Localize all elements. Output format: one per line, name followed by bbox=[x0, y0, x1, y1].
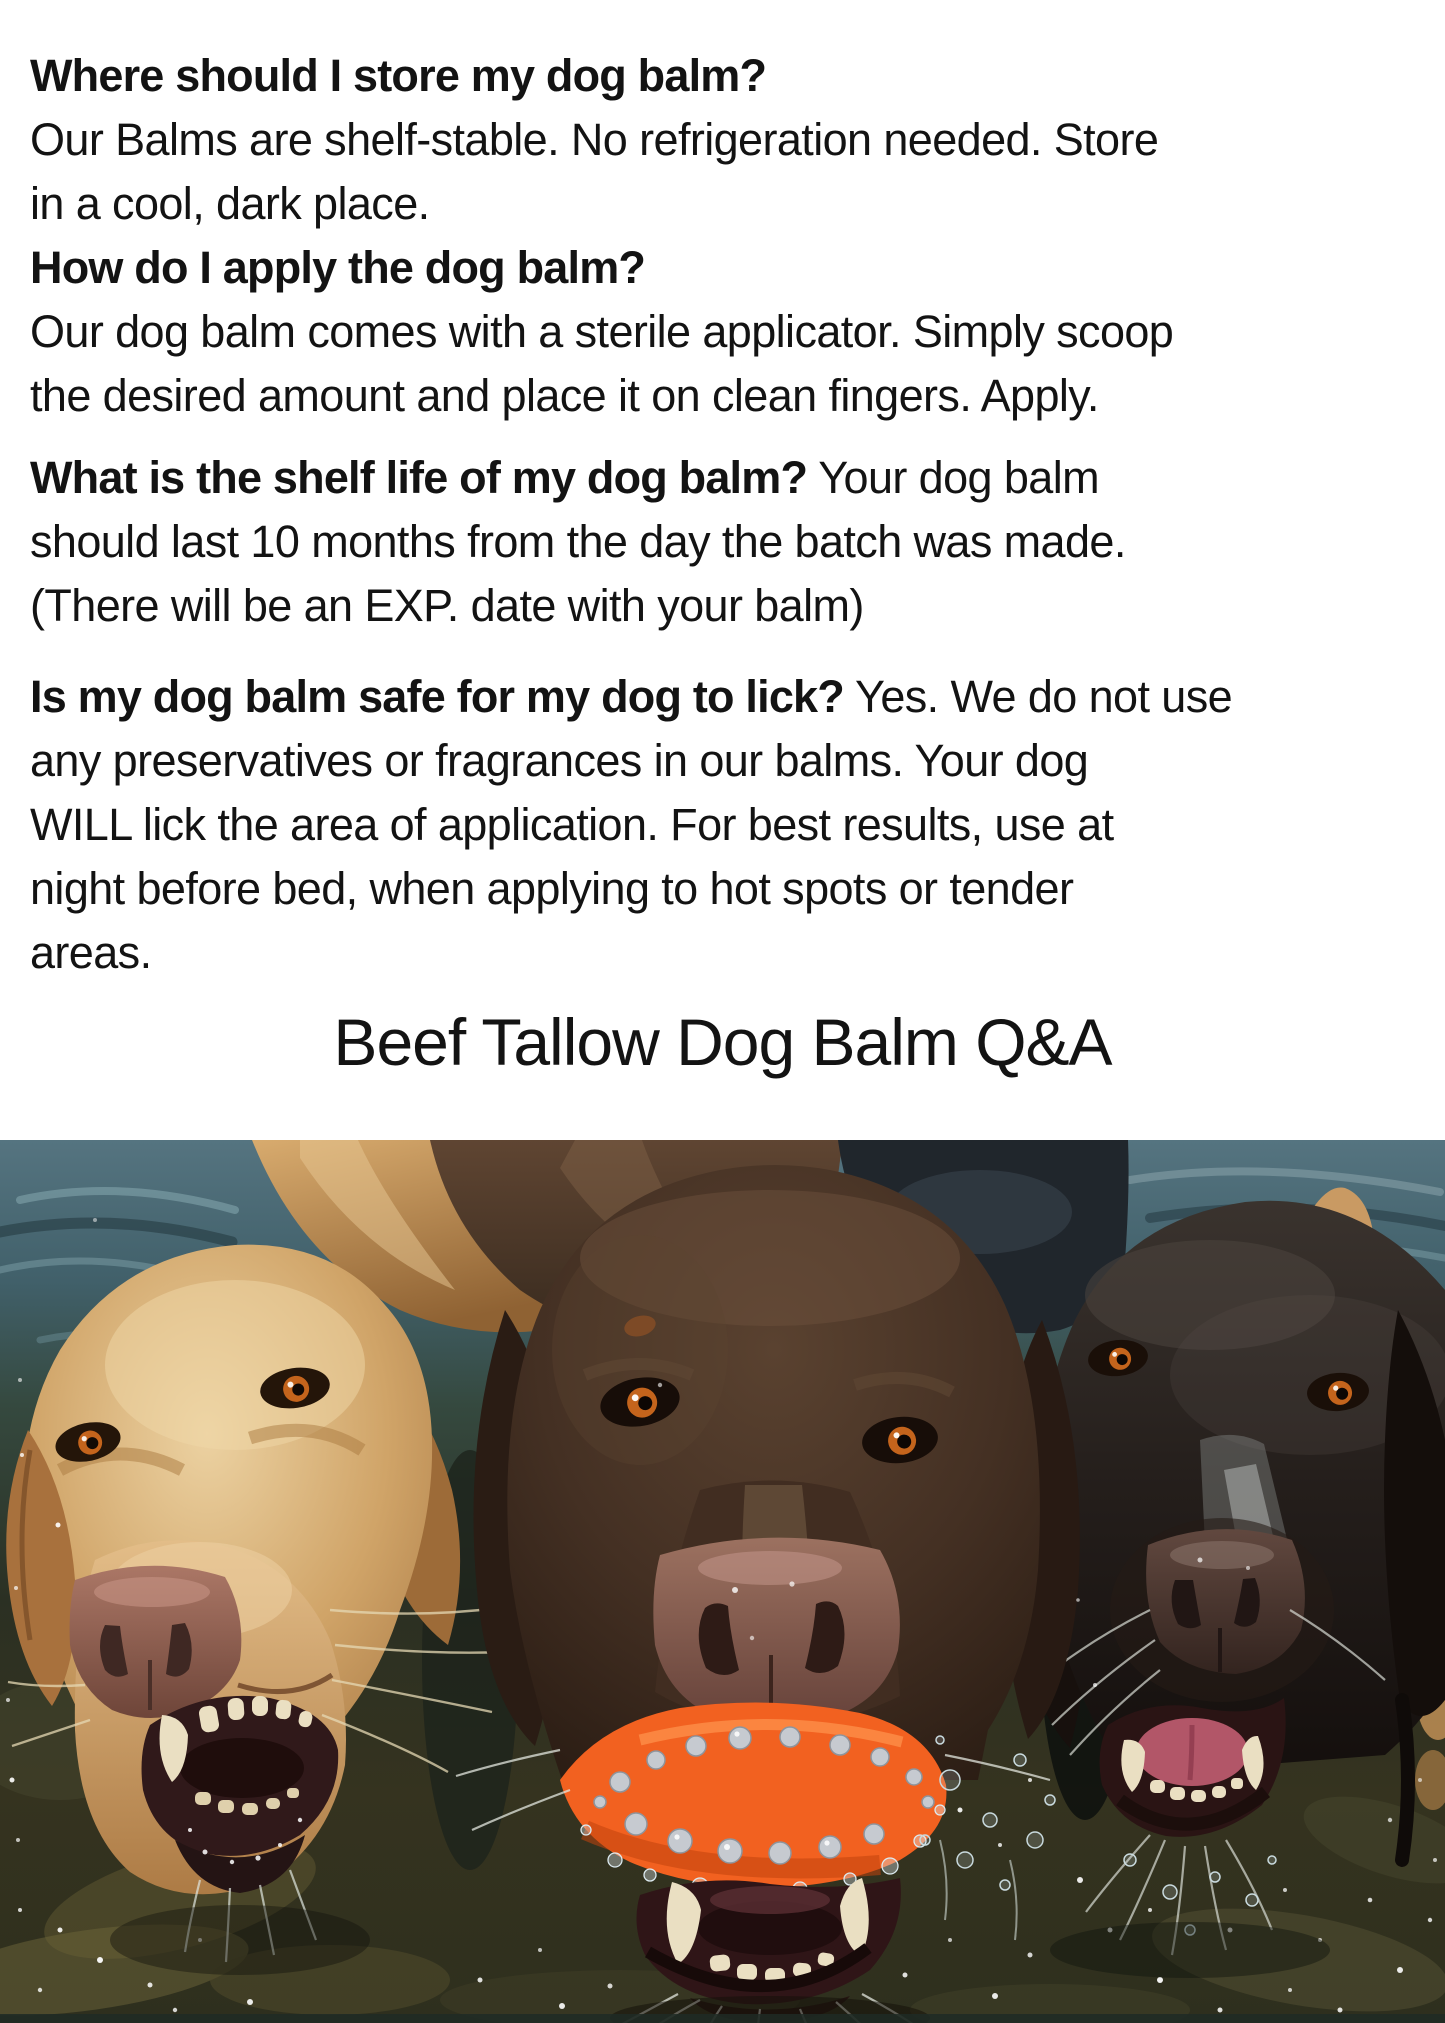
chocolate-lab-nose bbox=[653, 1538, 900, 1724]
faq-item-2 bbox=[30, 236, 1415, 428]
faq-answer-line: night before bed, when applying to hot spots or tender bbox=[30, 863, 1074, 914]
faq-answer-line: WILL lick the area of application. For best results, use at bbox=[30, 799, 1114, 850]
faq-item-3 bbox=[30, 446, 1415, 638]
faq-answer-line: should last 10 months from the day the batch was made. bbox=[30, 516, 1126, 567]
faq-answer-line: (There will be an EXP. date with your balm) bbox=[30, 580, 864, 631]
faq-item-1 bbox=[30, 44, 1415, 236]
faq-answer-line: Our Balms are shelf-stable. No refrigeration needed. Store bbox=[30, 114, 1159, 165]
water-shadow bbox=[1050, 1922, 1330, 1978]
faq-item-4 bbox=[30, 665, 1415, 985]
yellow-lab-forehead-highlight bbox=[105, 1280, 365, 1450]
faq-answer-line: in a cool, dark place. bbox=[30, 178, 430, 229]
faq-question: How do I apply the dog balm? bbox=[30, 242, 646, 293]
faq-answer-inline: Your dog balm bbox=[807, 452, 1100, 503]
faq-answer-line: the desired amount and place it on clean fingers. Apply. bbox=[30, 370, 1099, 421]
water-shadow bbox=[110, 1905, 370, 1975]
chocolate-lab-sheen bbox=[552, 1235, 728, 1465]
page-title: Beef Tallow Dog Balm Q&A bbox=[333, 1005, 1112, 1079]
photo-bottom-edge bbox=[0, 2014, 1445, 2023]
dog-photo bbox=[0, 1140, 1445, 2023]
faq-question: Is my dog balm safe for my dog to lick? bbox=[30, 671, 844, 722]
faq-answer-line: any preservatives or fragrances in our balms. Your dog bbox=[30, 735, 1089, 786]
faq-question: What is the shelf life of my dog balm? bbox=[30, 452, 808, 503]
faq-answer-line: Our dog balm comes with a sterile applicator. Simply scoop bbox=[30, 306, 1174, 357]
black-lab-wet-ear-strand bbox=[1402, 1700, 1408, 1860]
faq-question: Where should I store my dog balm? bbox=[30, 50, 767, 101]
faq-answer-line: areas. bbox=[30, 927, 152, 978]
faq-question-line bbox=[30, 665, 1415, 729]
faq-question-line bbox=[30, 446, 1415, 510]
faq-section bbox=[0, 0, 1445, 985]
faq-answer-inline: Yes. We do not use bbox=[843, 671, 1233, 722]
